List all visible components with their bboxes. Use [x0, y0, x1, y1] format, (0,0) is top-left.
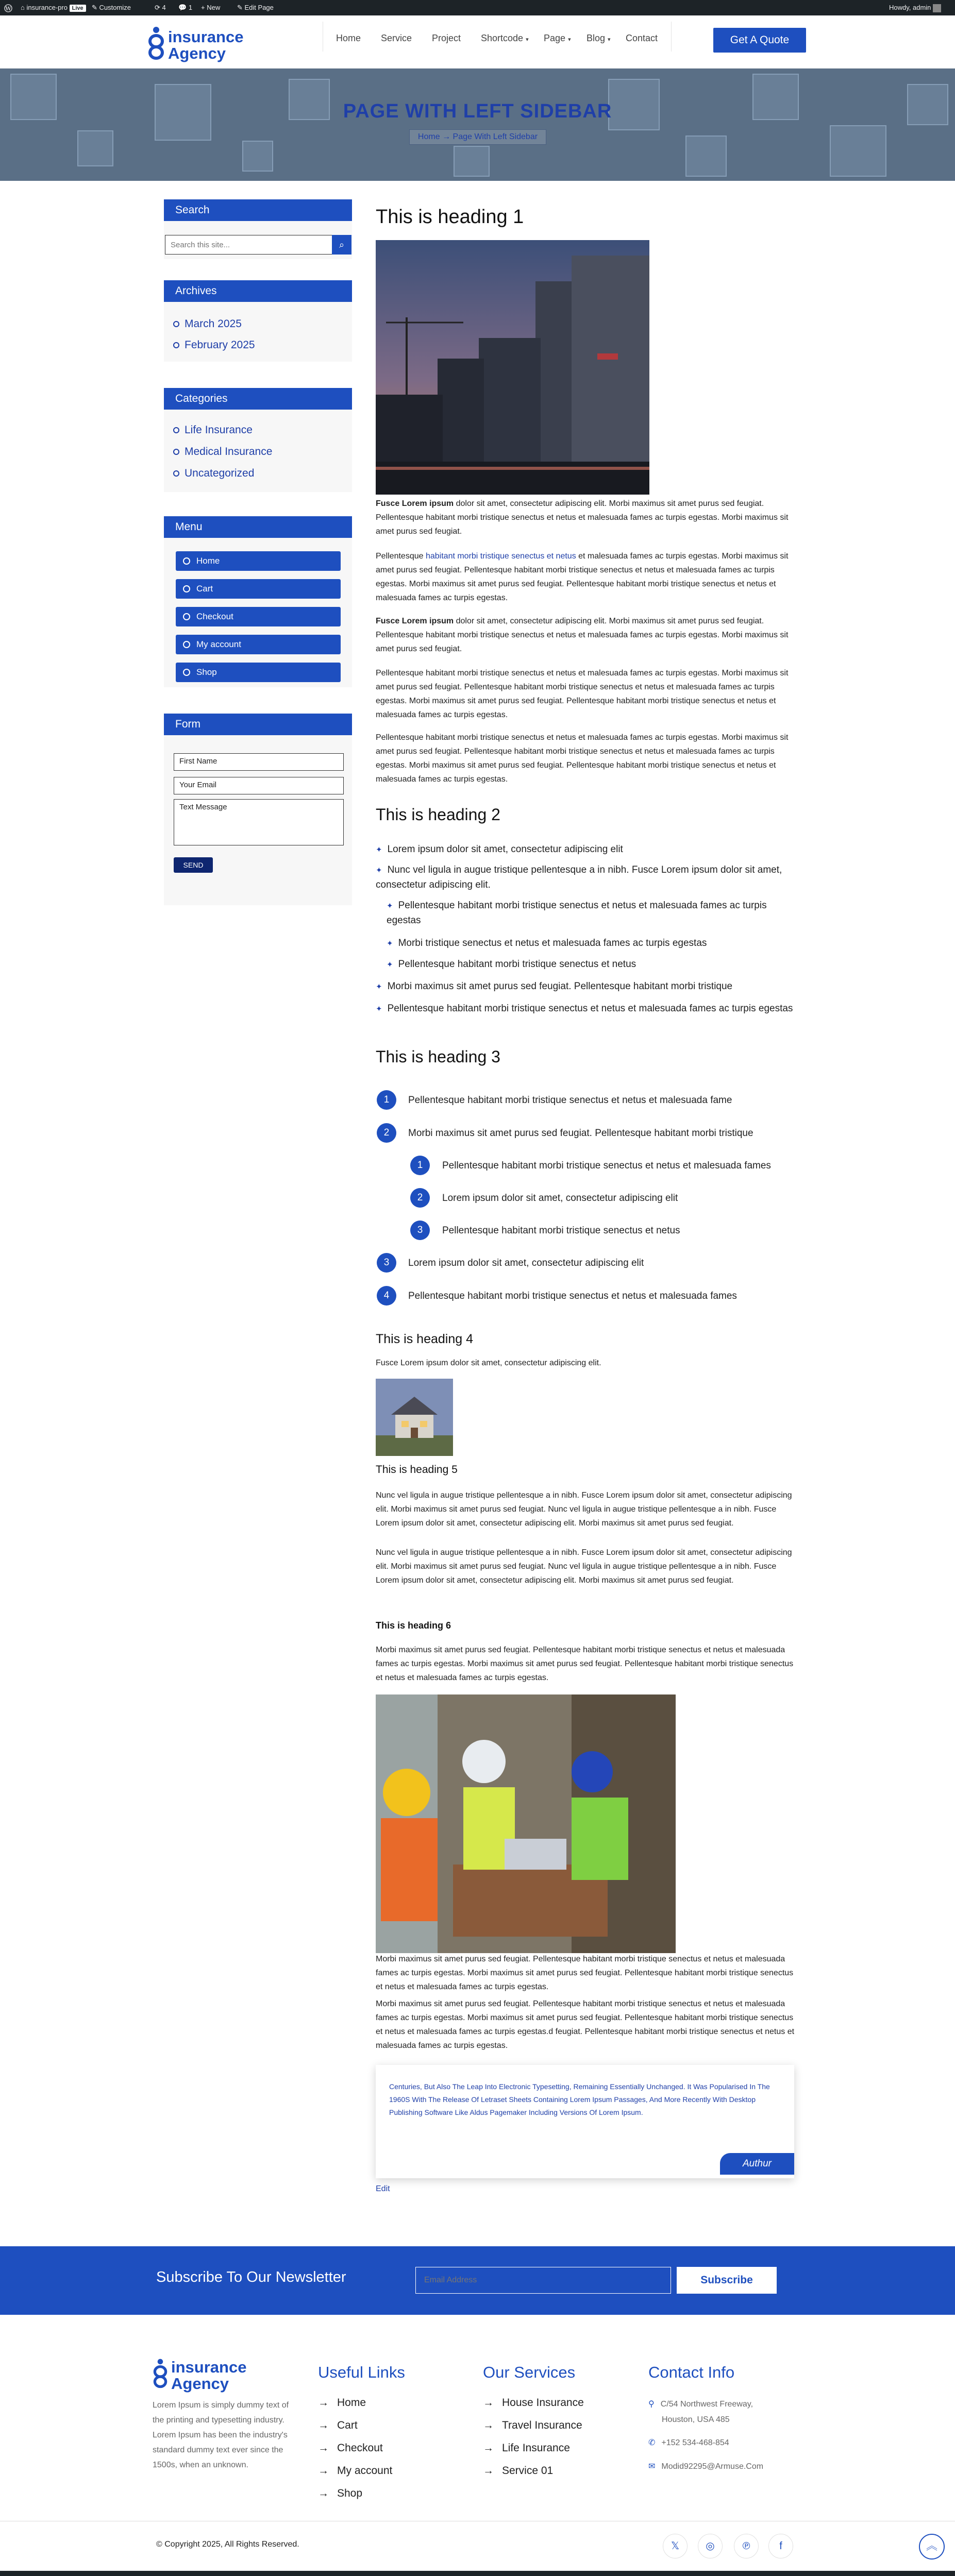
nav-contact[interactable]: Contact — [626, 33, 658, 43]
arrow-right-icon: → — [318, 2465, 329, 2477]
service-link-label: House Insurance — [502, 2397, 584, 2409]
menu-item-label: My account — [196, 639, 241, 649]
footer-about: Lorem Ipsum is simply dummy text of the printing and typesetting industry. Lorem Ipsum has been the industry's standard dummy text ever since the 1500s, when an unknown. — [153, 2401, 289, 2469]
svg-text:W: W — [5, 6, 11, 12]
paragraph-text: dolor sit amet, consectetur adipiscing elit. Morbi maximus sit amet purus sed feugiat. Pellentesque habitant morbi tristique senectus et netus et malesuada fames ac turpis egestas. Morbi maximus sit amet purus sed feugiat. — [376, 499, 789, 536]
chevron-down-icon: ▾ — [568, 37, 571, 43]
site-header — [0, 15, 955, 69]
menu-item-label: Shop — [196, 667, 217, 677]
pinterest-icon[interactable]: ℗ — [734, 2534, 759, 2558]
breadcrumb — [409, 129, 546, 145]
menu-item-label: Cart — [196, 584, 213, 594]
nav-home[interactable]: Home — [336, 33, 361, 43]
chevron-down-icon: ▾ — [526, 37, 529, 43]
chevron-down-icon: ▾ — [608, 37, 611, 43]
service-link-label: Travel Insurance — [502, 2419, 582, 2431]
paragraph-bold: Fusce Lorem ipsum — [376, 617, 454, 625]
list-item-text: Nunc vel ligula in augue tristique pellentesque a in nibh. Fusce Lorem ipsum dolor sit amet, consectetur adipiscing elit. — [376, 865, 782, 890]
nav-divider — [671, 22, 672, 52]
logo-line1: insurance — [168, 28, 244, 46]
wordpress-icon[interactable] — [4, 0, 12, 15]
paragraph: Nunc vel ligula in augue tristique pellentesque a in nibh. Fusce Lorem ipsum dolor sit amet, consectetur adipiscing elit. Morbi maximus sit amet purus sed feugiat. Nunc vel ligula in augue tristique pellentesque a in nibh. Fusce Lorem ipsum dolor sit amet, consectetur adipiscing elit. Morbi maximus sit amet purus sed feugiat. — [376, 1491, 792, 1528]
nav-page-label: Page — [544, 33, 566, 43]
arrow-right-icon: → — [318, 2397, 329, 2409]
heading-1: This is heading 1 — [376, 206, 524, 228]
service-link[interactable] — [483, 2442, 570, 2454]
nav-service[interactable]: Service — [381, 33, 412, 43]
customize-label: Customize — [99, 4, 131, 11]
page-hero — [0, 69, 955, 181]
categories-widget-title: Categories — [164, 388, 352, 410]
menu-bullet-icon — [183, 557, 190, 565]
heading-2: This is heading 2 — [376, 805, 500, 824]
category-label: Uncategorized — [185, 467, 255, 479]
footer-link-label: Checkout — [337, 2442, 383, 2454]
location-pin-icon: ⚲ — [648, 2400, 655, 2409]
search-input[interactable] — [165, 235, 335, 255]
archive-label: March 2025 — [185, 318, 242, 330]
list-item-text: Pellentesque habitant morbi tristique senectus et netus et malesuada fames ac turpis egestas — [387, 900, 767, 926]
service-link-label: Service 01 — [502, 2465, 554, 2477]
address-line1: C/54 Northwest Freeway, — [660, 2400, 753, 2409]
menu-item-label: Checkout — [196, 612, 233, 621]
menu-widget-title: Menu — [164, 516, 352, 538]
nav-shortcode[interactable] — [481, 33, 529, 44]
footer-logo-line1: insurance — [171, 2358, 247, 2376]
list-number-badge: 3 — [377, 1253, 396, 1273]
nav-blog[interactable] — [587, 33, 611, 44]
footer-link-label: Shop — [337, 2487, 363, 2499]
list-item — [376, 863, 798, 892]
comments-count: 1 — [188, 4, 193, 11]
ordered-list-item: Pellentesque habitant morbi tristique senectus et netus et malesuada fames — [442, 1160, 771, 1171]
menu-item-account[interactable] — [176, 635, 341, 654]
edit-page-label: Edit Page — [244, 4, 274, 11]
list-item — [387, 936, 799, 951]
logo-icon — [153, 2357, 168, 2389]
arrow-right-icon: → — [483, 2465, 494, 2477]
star-icon: ✦ — [376, 1005, 382, 1013]
arrow-right-icon: → — [318, 2419, 329, 2431]
double-chevron-up-icon: ︽ — [926, 2539, 937, 2552]
paragraph — [376, 497, 799, 538]
star-icon: ✦ — [387, 939, 393, 948]
service-link[interactable] — [483, 2465, 553, 2477]
footer-link[interactable] — [318, 2465, 392, 2477]
arrow-right-icon: → — [483, 2442, 494, 2454]
contact-address — [648, 2397, 753, 2428]
logo-line2: Agency — [168, 44, 226, 62]
arrow-right-icon: → — [318, 2442, 329, 2454]
message-field[interactable]: Text Message — [174, 799, 344, 845]
list-item — [376, 842, 798, 857]
paragraph: Morbi maximus sit amet purus sed feugiat. Pellentesque habitant morbi tristique senectus et netus et malesuada fames ac turpis egestas. Morbi maximus sit amet purus sed feugiat. Pellentesque habitant morbi tristique senectus et netus et malesuada fames ac turpis egestas.d feugiat. Pellentesque habitant morbi tristique senectus et netus et malesuada fames ac turpis egestas. — [376, 1999, 795, 2050]
nav-project[interactable]: Project — [432, 33, 461, 43]
search-button[interactable] — [332, 235, 351, 255]
nav-shortcode-label: Shortcode — [481, 33, 524, 43]
facebook-icon[interactable]: f — [768, 2534, 793, 2558]
bottom-bar — [0, 2571, 955, 2576]
footer-link[interactable] — [318, 2442, 383, 2454]
list-number-badge: 1 — [377, 1090, 396, 1110]
paragraph-text: dolor sit amet, consectetur adipiscing elit. Morbi maximus sit amet purus sed feugiat. Pellentesque habitant morbi tristique senectus et netus et malesuada fames ac turpis egestas. Morbi maximus sit amet purus sed feugiat. — [376, 617, 789, 653]
paragraph-text: Pellentesque — [376, 552, 426, 561]
menu-bullet-icon — [183, 585, 190, 592]
admin-new[interactable]: + New — [201, 4, 221, 11]
house-image — [376, 1379, 453, 1456]
star-icon: ✦ — [376, 866, 382, 875]
service-link[interactable] — [483, 2397, 584, 2409]
menu-bullet-icon — [183, 613, 190, 620]
footer-link[interactable] — [318, 2487, 362, 2500]
archives-widget — [164, 302, 352, 362]
instagram-icon[interactable]: ◎ — [698, 2534, 723, 2558]
footer-link-label: My account — [337, 2465, 393, 2477]
service-link[interactable] — [483, 2419, 582, 2432]
nav-blog-label: Blog — [587, 33, 606, 43]
footer-link-label: Home — [337, 2397, 366, 2409]
footer-link[interactable] — [318, 2397, 366, 2409]
admin-updates[interactable]: ⟳ 4 — [155, 4, 166, 11]
contact-email[interactable] — [648, 2461, 763, 2471]
menu-item-cart[interactable] — [176, 579, 341, 599]
quote-author: Authur — [720, 2153, 794, 2175]
category-link[interactable] — [173, 424, 253, 436]
bullet-icon — [173, 427, 179, 433]
list-item-text: Lorem ipsum dolor sit amet, consectetur adipiscing elit — [387, 844, 623, 855]
menu-item-checkout[interactable] — [176, 607, 341, 626]
admin-edit-page[interactable]: ✎ Edit Page — [237, 4, 274, 11]
phone-icon: ✆ — [648, 2438, 656, 2447]
admin-site-link[interactable]: ⌂ insurance-pro Live — [21, 0, 86, 15]
paragraph: Fusce Lorem ipsum dolor sit amet, consectetur adipiscing elit. — [376, 1359, 601, 1367]
paragraph: Pellentesque habitant morbi tristique senectus et netus et malesuada fames ac turpis egestas. Morbi maximus sit amet purus sed feugiat. Pellentesque habitant morbi tristique senectus et netus et malesuada fames ac turpis egestas. Morbi maximus sit amet purus sed feugiat. Pellentesque habitant morbi tristique senectus et netus et malesuada fames ac turpis egestas. — [376, 733, 789, 784]
newsletter-email-input[interactable] — [415, 2267, 671, 2294]
paragraph: Morbi maximus sit amet purus sed feugiat. Pellentesque habitant morbi tristique senectus et netus et malesuada fames ac turpis egestas. Morbi maximus sit amet purus sed feugiat. Pellentesque habitant morbi tristique senectus et netus et malesuada fames ac turpis egestas. — [376, 1646, 794, 1682]
address-line2: Houston, USA 485 — [662, 2415, 730, 2424]
x-icon[interactable]: 𝕏 — [663, 2534, 688, 2558]
paragraph: Morbi maximus sit amet purus sed feugiat. Pellentesque habitant morbi tristique senectus et netus et malesuada fames ac turpis egestas. Morbi maximus sit amet purus sed feugiat. Pellentesque habitant morbi tristique senectus et netus et malesuada fames ac turpis egestas. — [376, 1955, 794, 1991]
logo-icon — [147, 26, 165, 60]
bullet-icon — [173, 321, 179, 327]
search-widget-title: Search — [164, 199, 352, 221]
workers-image — [376, 1694, 676, 1953]
howdy-label: Howdy, admin — [889, 4, 931, 11]
paragraph-text: et malesuada fames ac turpis egestas. Morbi maximus sit amet purus sed feugiat. Pellentesque habitant morbi tristique senectus et netus et malesuada fames ac turpis egestas. Morbi maximus sit amet purus sed feugiat. Pellentesque habitant morbi tristique senectus et netus et malesuada fames ac turpis egestas. — [376, 552, 789, 602]
breadcrumb-home[interactable]: Home — [417, 132, 440, 141]
contact-title: Contact Info — [648, 2363, 735, 2381]
category-link[interactable] — [173, 467, 254, 480]
city-buildings-image — [376, 240, 649, 495]
ordered-list-item: Pellentesque habitant morbi tristique senectus et netus — [442, 1225, 680, 1236]
service-link-label: Life Insurance — [502, 2442, 570, 2454]
star-icon: ✦ — [376, 982, 382, 991]
subscribe-button[interactable]: Subscribe — [677, 2267, 777, 2294]
menu-item-label: Home — [196, 556, 220, 566]
first-name-field[interactable]: First Name — [174, 753, 344, 771]
heading-5: This is heading 5 — [376, 1464, 458, 1476]
list-item-text: Pellentesque habitant morbi tristique senectus et netus et malesuada fames ac turpis egestas — [387, 1003, 793, 1014]
list-item — [376, 979, 798, 994]
heading-6: This is heading 6 — [376, 1620, 451, 1631]
menu-item-home[interactable] — [176, 551, 341, 571]
admin-site-label: insurance-pro — [26, 4, 68, 11]
ordered-list-item: Lorem ipsum dolor sit amet, consectetur adipiscing elit — [442, 1193, 678, 1204]
heading-4: This is heading 4 — [376, 1332, 474, 1346]
nav-page[interactable] — [544, 33, 571, 44]
paragraph: Nunc vel ligula in augue tristique pellentesque a in nibh. Fusce Lorem ipsum dolor sit amet, consectetur adipiscing elit. Morbi maximus sit amet purus sed feugiat. Nunc vel ligula in augue tristique pellentesque a in nibh. Fusce Lorem ipsum dolor sit amet, consectetur adipiscing elit. Morbi maximus sit amet purus sed feugiat. — [376, 1548, 792, 1585]
breadcrumb-arrow-icon: → — [442, 132, 451, 141]
list-number-badge: 1 — [410, 1156, 430, 1175]
heading-3: This is heading 3 — [376, 1047, 500, 1066]
paragraph: Pellentesque habitant morbi tristique senectus et netus et malesuada fames ac turpis egestas. Morbi maximus sit amet purus sed feugiat. Pellentesque habitant morbi tristique senectus et netus et malesuada fames ac turpis egestas. Morbi maximus sit amet purus sed feugiat. Pellentesque habitant morbi tristique senectus et netus et malesuada fames ac turpis egestas. — [376, 669, 789, 719]
blockquote — [376, 2065, 794, 2178]
paragraph — [376, 549, 799, 605]
list-item — [387, 899, 799, 928]
live-badge: Live — [70, 5, 86, 12]
archive-link[interactable] — [173, 339, 255, 351]
email-address: Modid92295@Armuse.Com — [661, 2462, 764, 2471]
services-title: Our Services — [483, 2363, 576, 2381]
quote-text: Centuries, But Also The Leap Into Electronic Typesetting, Remaining Essentially Unchanged. It Was Popularised In The 1960S With The Release Of Letraset Sheets Containing Lorem Ipsum Passages, And More Recently With Desktop Publishing Software Like Aldus Pagemaker Including Versions Of Lorem Ipsum. — [389, 2082, 770, 2116]
get-quote-button[interactable]: Get A Quote — [713, 28, 806, 53]
paragraph-link[interactable]: habitant morbi tristique senectus et netus — [425, 552, 576, 561]
admin-customize[interactable]: ✎ Customize — [92, 4, 131, 11]
email-field[interactable]: Your Email — [174, 777, 344, 794]
newsletter-title: Subscribe To Our Newsletter — [156, 2269, 346, 2285]
list-item-text: Morbi tristique senectus et netus et malesuada fames ac turpis egestas — [398, 938, 707, 948]
category-label: Life Insurance — [185, 424, 253, 436]
admin-account[interactable] — [889, 0, 941, 15]
avatar — [933, 4, 941, 12]
bullet-icon — [173, 470, 179, 477]
edit-link[interactable]: Edit — [376, 2184, 390, 2193]
updates-count: 4 — [162, 4, 166, 11]
copyright: © Copyright 2025, All Rights Reserved. — [156, 2540, 299, 2549]
search-icon: ⌕ — [339, 240, 345, 250]
list-number-badge: 2 — [410, 1188, 430, 1208]
phone-number: +152 534-468-854 — [661, 2438, 729, 2447]
star-icon: ✦ — [387, 960, 393, 969]
star-icon: ✦ — [387, 902, 393, 910]
menu-item-shop[interactable] — [176, 663, 341, 682]
admin-comments[interactable]: 💬 1 — [178, 4, 193, 11]
form-widget-title: Form — [164, 714, 352, 735]
paragraph-bold: Fusce Lorem ipsum — [376, 499, 454, 508]
paragraph — [376, 614, 799, 656]
useful-links-title: Useful Links — [318, 2363, 405, 2381]
star-icon: ✦ — [376, 845, 382, 854]
list-item — [376, 1002, 798, 1016]
list-item — [387, 957, 799, 972]
footer-link-label: Cart — [337, 2419, 358, 2431]
menu-bullet-icon — [183, 641, 190, 648]
arrow-right-icon: → — [483, 2419, 494, 2431]
category-link[interactable] — [173, 446, 272, 458]
list-item-text: Pellentesque habitant morbi tristique senectus et netus — [398, 959, 636, 970]
archives-widget-title: Archives — [164, 280, 352, 302]
list-item-text: Morbi maximus sit amet purus sed feugiat. Pellentesque habitant morbi tristique — [387, 981, 733, 992]
list-number-badge: 2 — [377, 1123, 396, 1143]
ordered-list-item: Lorem ipsum dolor sit amet, consectetur adipiscing elit — [408, 1258, 644, 1268]
arrow-right-icon: → — [318, 2487, 329, 2499]
list-number-badge: 4 — [377, 1286, 396, 1306]
archive-label: February 2025 — [185, 339, 255, 351]
archive-link[interactable] — [173, 318, 242, 330]
bullet-icon — [173, 449, 179, 455]
ordered-list-item: Morbi maximus sit amet purus sed feugiat. Pellentesque habitant morbi tristique — [408, 1128, 753, 1139]
list-number-badge: 3 — [410, 1221, 430, 1240]
newsletter-section — [0, 2246, 955, 2315]
bullet-icon — [173, 342, 179, 348]
contact-phone[interactable] — [648, 2437, 729, 2448]
admin-bar — [0, 0, 955, 15]
scroll-to-top-button[interactable] — [919, 2534, 945, 2560]
menu-bullet-icon — [183, 669, 190, 676]
send-button[interactable]: SEND — [174, 857, 213, 873]
ordered-list-item: Pellentesque habitant morbi tristique senectus et netus et malesuada fames — [408, 1291, 737, 1301]
category-label: Medical Insurance — [185, 446, 273, 457]
footer-logo-line2: Agency — [171, 2375, 229, 2393]
footer-link[interactable] — [318, 2419, 358, 2432]
ordered-list-item: Pellentesque habitant morbi tristique senectus et netus et malesuada fame — [408, 1095, 732, 1106]
mail-icon: ✉ — [648, 2462, 656, 2471]
breadcrumb-current: Page With Left Sidebar — [453, 132, 538, 141]
arrow-right-icon: → — [483, 2397, 494, 2409]
page-title: PAGE WITH LEFT SIDEBAR — [343, 100, 612, 122]
